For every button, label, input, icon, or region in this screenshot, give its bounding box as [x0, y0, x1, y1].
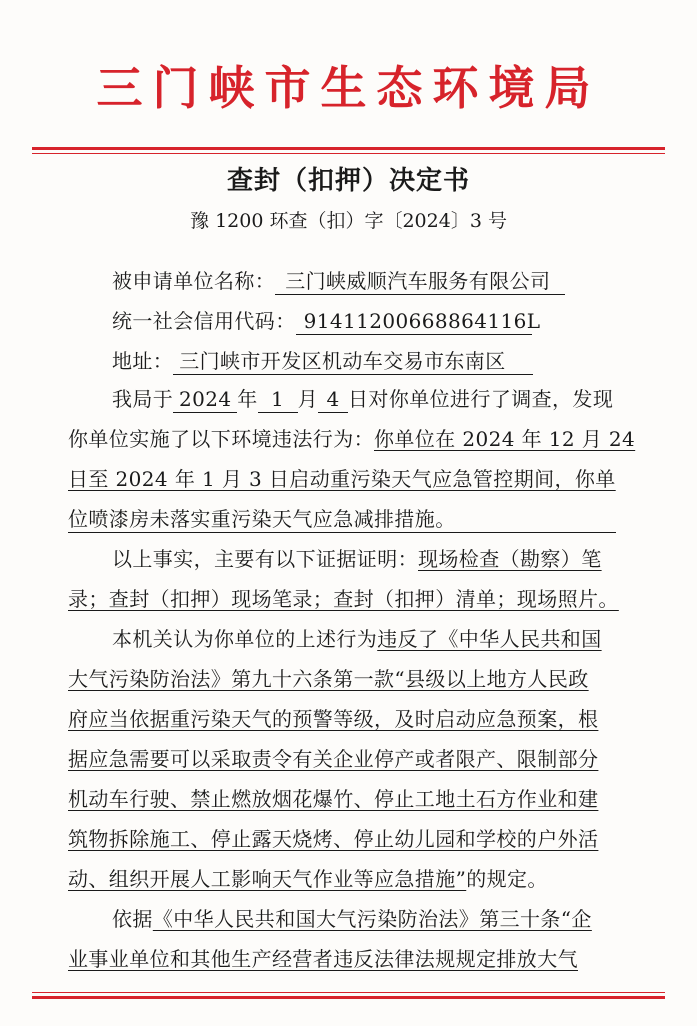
- p4-line1-underlined: 《中华人民共和国大气污染防治法》第三十条“企: [152, 907, 592, 931]
- p1-prefix: 我局于: [112, 387, 174, 411]
- p3-line1-plain: 本机关认为你单位的上述行为: [112, 627, 378, 651]
- p3-line6: 筑物拆除施工、停止露天烧烤、停止幼儿园和学校的户外活: [68, 827, 599, 851]
- p1-line2-plain: 你单位实施了以下环境违法行为：: [68, 427, 374, 451]
- p2-line1-plain: 以上事实，主要有以下证据证明：: [112, 547, 418, 571]
- doc-number: 豫 1200 环查（扣）字〔2024〕3 号: [190, 210, 507, 232]
- p1-month-unit: 月: [297, 387, 319, 411]
- p1-line2: [68, 424, 636, 454]
- party-address-label: 地址：: [112, 349, 174, 373]
- footer-red-rule: [32, 996, 665, 999]
- p3-line7-plain: 的规定。: [466, 867, 548, 891]
- p3-line1-underlined: 违反了《中华人民共和国: [377, 627, 602, 651]
- p4-line1-plain: 依据: [112, 907, 153, 931]
- p1-line3: 日至 2024 年 1 月 3 日启动重污染天气应急管控期间，你单: [68, 467, 616, 491]
- p4-line2: 业事业单位和其他生产经营者违反法律法规规定排放大气: [68, 947, 578, 971]
- party-address-line: [112, 346, 632, 376]
- p4-line1: [112, 904, 632, 934]
- party-credit-line: [112, 306, 632, 336]
- p2-line1-underlined: 现场检查（勘察）笔: [418, 547, 602, 571]
- p3-line2: 大气污染防治法》第九十六条第一款“县级以上地方人民政: [68, 667, 589, 691]
- p1-month: 1: [258, 386, 298, 413]
- p1-day: 4: [318, 386, 348, 413]
- p1-line4: [68, 504, 628, 534]
- p1-line1: [112, 384, 632, 414]
- p2-line2: 录；查封（扣押）现场笔录；查封（扣押）清单；现场照片。: [68, 587, 619, 611]
- p3-line3: 府应当依据重污染天气的预警等级，及时启动应急预案，根: [68, 707, 599, 731]
- party-address-value: 三门峡市开发区机动车交易市东南区: [173, 348, 533, 375]
- party-name-line: [112, 266, 632, 296]
- p3-line1: [112, 624, 632, 654]
- p2-line1: [112, 544, 632, 574]
- org-title: 三门峡市生态环境局: [96, 61, 601, 115]
- p3-line5: 机动车行驶、禁止燃放烟花爆竹、停止工地土石方作业和建: [68, 787, 599, 811]
- p1-year-unit: 年: [237, 387, 258, 411]
- header-red-thin-rule: [32, 153, 665, 154]
- header-red-rule: [32, 147, 665, 150]
- footer-red-thin-rule: [32, 992, 665, 993]
- doc-title: 查封（扣押）决定书: [226, 166, 470, 196]
- p3-line7-underlined: 动、组织开展人工影响天气作业等应急措施”: [68, 867, 467, 891]
- party-credit-label: 统一社会信用代码：: [112, 309, 296, 333]
- party-name-value: 三门峡威顺汽车服务有限公司: [275, 268, 565, 295]
- p3-line7: [68, 864, 628, 894]
- party-credit-value: 91411200668864116L: [296, 308, 532, 335]
- p1-suffix: 日对你单位进行了调查，发现: [348, 387, 614, 411]
- p1-line2-underlined: 你单位在 2024 年 12 月 24: [374, 427, 636, 451]
- party-name-label: 被申请单位名称：: [112, 269, 276, 293]
- p3-line4: 据应急需要可以采取责令有关企业停产或者限产、限制部分: [68, 747, 599, 771]
- p1-line4-text: 位喷漆房未落实重污染天气应急减排措施。: [68, 506, 616, 533]
- p1-year: 2024: [173, 386, 237, 413]
